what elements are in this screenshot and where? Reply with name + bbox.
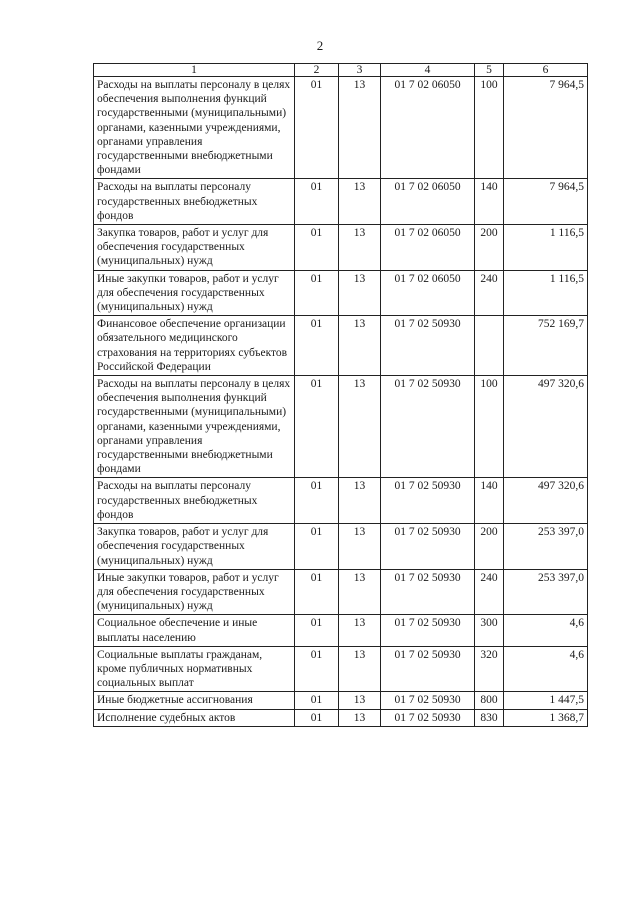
table-row <box>94 316 588 376</box>
row-amount: 4,6 <box>504 615 588 646</box>
row-code: 01 7 02 50930 <box>381 478 475 524</box>
row-section: 01 <box>295 569 339 615</box>
row-amount: 497 320,6 <box>504 376 588 478</box>
row-section: 01 <box>295 709 339 726</box>
table-row <box>94 270 588 316</box>
row-amount: 497 320,6 <box>504 478 588 524</box>
table-row <box>94 692 588 709</box>
row-section: 01 <box>295 270 339 316</box>
row-subsection: 13 <box>339 709 381 726</box>
row-expense-type: 140 <box>475 179 504 225</box>
row-name: Расходы на выплаты персоналу государственных внебюджетных фондов <box>94 478 295 524</box>
row-name: Расходы на выплаты персоналу в целях обеспечения выполнения функций государственными (муниципальными) органами, казенными учреждениями, органами управления государственными внебюджетными фондами <box>94 376 295 478</box>
row-name: Закупка товаров, работ и услуг для обеспечения государственных (муниципальных) нужд <box>94 225 295 271</box>
row-code: 01 7 02 50930 <box>381 615 475 646</box>
row-code: 01 7 02 06050 <box>381 225 475 271</box>
table-row <box>94 225 588 271</box>
row-amount: 752 169,7 <box>504 316 588 376</box>
row-subsection: 13 <box>339 646 381 692</box>
row-section: 01 <box>295 524 339 570</box>
row-subsection: 13 <box>339 615 381 646</box>
row-amount: 4,6 <box>504 646 588 692</box>
row-subsection: 13 <box>339 524 381 570</box>
table-row <box>94 569 588 615</box>
row-expense-type: 100 <box>475 376 504 478</box>
row-section: 01 <box>295 692 339 709</box>
row-subsection: 13 <box>339 692 381 709</box>
row-section: 01 <box>295 376 339 478</box>
row-subsection: 13 <box>339 225 381 271</box>
row-amount: 1 368,7 <box>504 709 588 726</box>
table-row <box>94 179 588 225</box>
row-subsection: 13 <box>339 179 381 225</box>
row-code: 01 7 02 50930 <box>381 709 475 726</box>
row-subsection: 13 <box>339 569 381 615</box>
row-code: 01 7 02 06050 <box>381 77 475 179</box>
header-row <box>94 64 588 77</box>
row-expense-type: 300 <box>475 615 504 646</box>
row-name: Социальные выплаты гражданам, кроме публичных нормативных социальных выплат <box>94 646 295 692</box>
row-name: Социальное обеспечение и иные выплаты населению <box>94 615 295 646</box>
row-name: Финансовое обеспечение организации обязательного медицинского страхования на территориях субъектов Российской Федерации <box>94 316 295 376</box>
header-col-5: 5 <box>475 64 504 77</box>
row-amount: 253 397,0 <box>504 524 588 570</box>
row-code: 01 7 02 06050 <box>381 179 475 225</box>
row-expense-type <box>475 316 504 376</box>
row-name: Исполнение судебных актов <box>94 709 295 726</box>
row-code: 01 7 02 50930 <box>381 569 475 615</box>
header-col-2: 2 <box>295 64 339 77</box>
row-subsection: 13 <box>339 478 381 524</box>
row-amount: 1 116,5 <box>504 270 588 316</box>
row-code: 01 7 02 50930 <box>381 646 475 692</box>
row-expense-type: 200 <box>475 524 504 570</box>
row-section: 01 <box>295 478 339 524</box>
table-row <box>94 615 588 646</box>
row-subsection: 13 <box>339 376 381 478</box>
table-row <box>94 709 588 726</box>
row-expense-type: 240 <box>475 270 504 316</box>
row-amount: 1 447,5 <box>504 692 588 709</box>
row-code: 01 7 02 06050 <box>381 270 475 316</box>
header-col-1: 1 <box>94 64 295 77</box>
row-name: Иные закупки товаров, работ и услуг для обеспечения государственных (муниципальных) нужд <box>94 569 295 615</box>
row-expense-type: 100 <box>475 77 504 179</box>
row-expense-type: 830 <box>475 709 504 726</box>
row-subsection: 13 <box>339 270 381 316</box>
row-expense-type: 240 <box>475 569 504 615</box>
table-row <box>94 77 588 179</box>
row-expense-type: 140 <box>475 478 504 524</box>
row-name: Иные бюджетные ассигнования <box>94 692 295 709</box>
row-expense-type: 320 <box>475 646 504 692</box>
row-code: 01 7 02 50930 <box>381 376 475 478</box>
row-name: Расходы на выплаты персоналу государственных внебюджетных фондов <box>94 179 295 225</box>
row-name: Иные закупки товаров, работ и услуг для обеспечения государственных (муниципальных) нужд <box>94 270 295 316</box>
row-section: 01 <box>295 77 339 179</box>
row-amount: 7 964,5 <box>504 77 588 179</box>
row-name: Расходы на выплаты персоналу в целях обеспечения выполнения функций государственными (муниципальными) органами, казенными учреждениями, органами управления государственными внебюджетными фондами <box>94 77 295 179</box>
row-code: 01 7 02 50930 <box>381 316 475 376</box>
table-row <box>94 524 588 570</box>
table-row <box>94 478 588 524</box>
page-number: 2 <box>316 38 324 53</box>
row-section: 01 <box>295 179 339 225</box>
row-subsection: 13 <box>339 316 381 376</box>
header-col-6: 6 <box>504 64 588 77</box>
row-subsection: 13 <box>339 77 381 179</box>
row-code: 01 7 02 50930 <box>381 692 475 709</box>
row-section: 01 <box>295 316 339 376</box>
budget-table <box>93 63 588 727</box>
row-section: 01 <box>295 615 339 646</box>
row-amount: 253 397,0 <box>504 569 588 615</box>
row-section: 01 <box>295 646 339 692</box>
header-col-4: 4 <box>381 64 475 77</box>
table-row <box>94 646 588 692</box>
row-expense-type: 800 <box>475 692 504 709</box>
header-col-3: 3 <box>339 64 381 77</box>
row-name: Закупка товаров, работ и услуг для обеспечения государственных (муниципальных) нужд <box>94 524 295 570</box>
row-code: 01 7 02 50930 <box>381 524 475 570</box>
table-row <box>94 376 588 478</box>
row-amount: 1 116,5 <box>504 225 588 271</box>
row-amount: 7 964,5 <box>504 179 588 225</box>
table-body <box>94 77 588 727</box>
row-section: 01 <box>295 225 339 271</box>
row-expense-type: 200 <box>475 225 504 271</box>
